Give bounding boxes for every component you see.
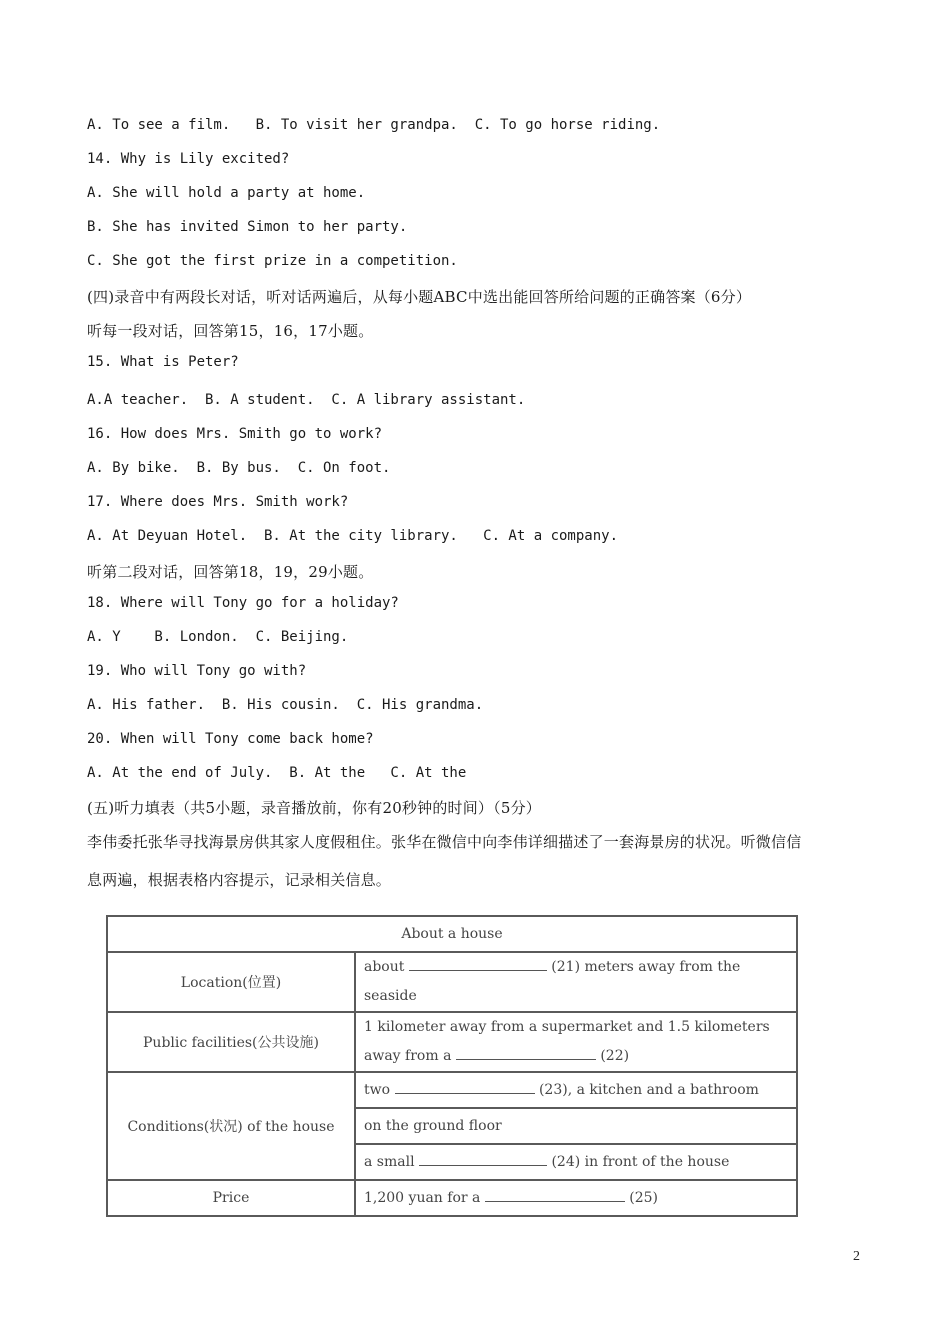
answer-blank-25[interactable] xyxy=(485,1187,625,1202)
facilities-cell xyxy=(355,1012,797,1072)
facilities-text: (22) xyxy=(600,1048,630,1064)
option-line: A.A teacher. B. A student. C. A library assistant. xyxy=(87,392,526,408)
page-number: 2 xyxy=(853,1249,860,1264)
location-text: about xyxy=(364,959,405,975)
section-heading-5: (五)听力填表（共5小题，录音播放前，你有20秒钟的时间）（5分） xyxy=(87,799,541,817)
facilities-label: Public facilities(公共设施) xyxy=(107,1012,355,1072)
facilities-text: away from a xyxy=(364,1048,452,1064)
price-text: (25) xyxy=(629,1189,659,1206)
section-heading-4: (四)录音中有两段长对话，听对话两遍后，从每小题ABC中选出能回答所给问题的正确答案（6分） xyxy=(87,288,752,306)
instruction-line: 听第二段对话，回答第18，19，29小题。 xyxy=(87,563,374,581)
question-19: 19. Who will Tony go with? xyxy=(87,663,307,679)
option-line: A. His father. B. His cousin. C. His grandma. xyxy=(87,697,484,713)
answer-blank-23[interactable] xyxy=(395,1079,535,1094)
conditions-label: Conditions(状况) of the house xyxy=(107,1072,355,1180)
price-cell xyxy=(355,1180,797,1216)
house-info-table xyxy=(106,915,798,1217)
price-text: 1,200 yuan for a xyxy=(364,1189,481,1206)
location-text: (21) meters away from the xyxy=(551,959,741,975)
option-line: A. She will hold a party at home. xyxy=(87,185,366,201)
question-16: 16. How does Mrs. Smith go to work? xyxy=(87,426,383,442)
question-14: 14. Why is Lily excited? xyxy=(87,151,290,167)
instruction-line: 李伟委托张华寻找海景房供其家人度假租住。张华在微信中向李伟详细描述了一套海景房的状况。听微信信 xyxy=(87,833,802,851)
answer-blank-21[interactable] xyxy=(409,956,547,971)
facilities-text: 1 kilometer away from a supermarket and 1.5 kilometers xyxy=(364,1019,770,1035)
price-label: Price xyxy=(107,1180,355,1216)
conditions-cell-1 xyxy=(355,1072,797,1108)
option-line: A. Y B. London. C. Beijing. xyxy=(87,629,349,645)
location-label: Location(位置) xyxy=(107,952,355,1012)
answer-blank-24[interactable] xyxy=(419,1151,547,1166)
conditions-cell-3 xyxy=(355,1144,797,1180)
option-line: C. She got the first prize in a competition. xyxy=(87,253,458,269)
question-17: 17. Where does Mrs. Smith work? xyxy=(87,494,349,510)
question-18: 18. Where will Tony go for a holiday? xyxy=(87,595,399,611)
instruction-line: 听每一段对话，回答第15，16，17小题。 xyxy=(87,322,374,340)
conditions-text: (24) in front of the house xyxy=(551,1153,730,1170)
conditions-text: (23), a kitchen and a bathroom xyxy=(538,1081,759,1098)
option-line: A. At Deyuan Hotel. B. At the city library. C. At a company. xyxy=(87,528,619,544)
table-title: About a house xyxy=(107,916,797,952)
question-20: 20. When will Tony come back home? xyxy=(87,731,374,747)
option-line: B. She has invited Simon to her party. xyxy=(87,219,408,235)
option-line-q13: A. To see a film. B. To visit her grandpa. C. To go horse riding. xyxy=(87,117,661,133)
option-line: A. By bike. B. By bus. C. On foot. xyxy=(87,460,391,476)
question-15: 15. What is Peter? xyxy=(87,354,239,370)
location-text: seaside xyxy=(364,988,417,1004)
location-cell xyxy=(355,952,797,1012)
conditions-text: two xyxy=(364,1081,391,1098)
instruction-line: 息两遍，根据表格内容提示，记录相关信息。 xyxy=(87,871,392,889)
conditions-cell-2: on the ground floor xyxy=(355,1108,797,1144)
conditions-text: a small xyxy=(364,1153,415,1170)
option-line: A. At the end of July. B. At the C. At the xyxy=(87,765,467,781)
answer-blank-22[interactable] xyxy=(456,1045,596,1060)
